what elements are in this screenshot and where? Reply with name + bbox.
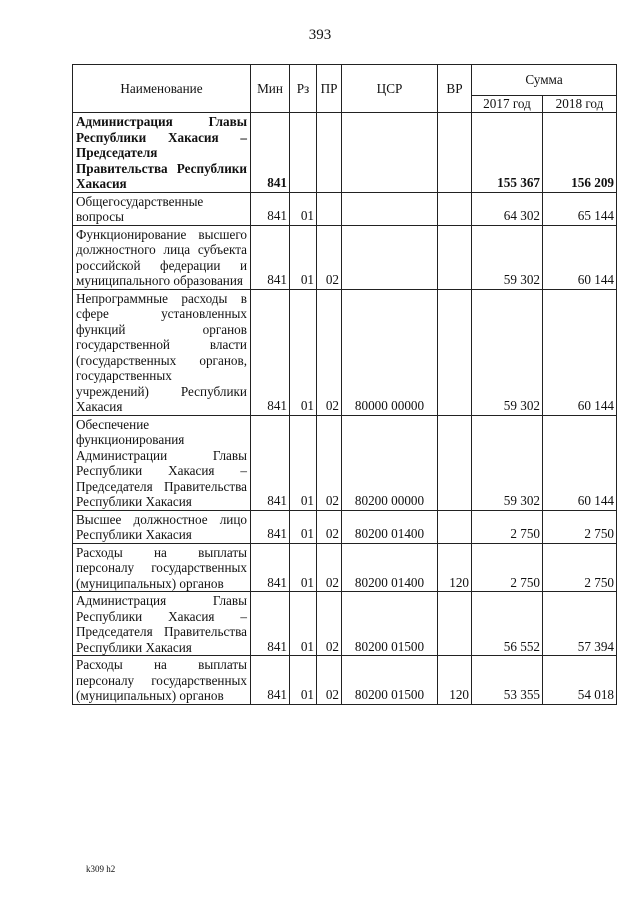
page-number: 393 — [308, 27, 332, 43]
cell-csr — [342, 225, 438, 289]
cell-y2017: 64 302 — [472, 192, 543, 225]
cell-y2018: 2 750 — [543, 543, 617, 592]
cell-min: 841 — [251, 415, 290, 510]
cell-y2018: 156 209 — [543, 113, 617, 193]
header-year-2017: 2017 год — [472, 96, 543, 113]
cell-min: 841 — [251, 543, 290, 592]
cell-vr — [438, 415, 472, 510]
cell-pr: 02 — [317, 656, 342, 705]
table-row — [73, 656, 617, 705]
cell-pr: 02 — [317, 289, 342, 415]
cell-pr: 02 — [317, 510, 342, 543]
cell-y2017: 59 302 — [472, 289, 543, 415]
cell-rz — [290, 113, 317, 193]
cell-y2017: 53 355 — [472, 656, 543, 705]
cell-y2017: 56 552 — [472, 592, 543, 656]
cell-rz: 01 — [290, 192, 317, 225]
cell-pr: 02 — [317, 415, 342, 510]
cell-pr: 02 — [317, 543, 342, 592]
table-row — [73, 592, 617, 656]
cell-pr: 02 — [317, 225, 342, 289]
cell-vr — [438, 192, 472, 225]
footer-code: k309 h2 — [86, 864, 116, 874]
cell-y2017: 59 302 — [472, 225, 543, 289]
cell-min: 841 — [251, 113, 290, 193]
cell-pr: 02 — [317, 592, 342, 656]
cell-name: Высшее должностное лицо Республики Хакасия — [73, 510, 251, 543]
cell-y2018: 57 394 — [543, 592, 617, 656]
header-year-2018: 2018 год — [543, 96, 617, 113]
table-row — [73, 415, 617, 510]
cell-name: Функционирование высшего должностного лица субъекта российской федерации и муниципального образования — [73, 225, 251, 289]
cell-rz: 01 — [290, 592, 317, 656]
cell-name: Обеспечение функционирования Администрации Главы Республики Хакасия – Председателя Правительства Республики Хакасия — [73, 415, 251, 510]
cell-y2017: 155 367 — [472, 113, 543, 193]
cell-csr — [342, 192, 438, 225]
cell-csr — [342, 113, 438, 193]
cell-y2018: 65 144 — [543, 192, 617, 225]
cell-vr — [438, 225, 472, 289]
cell-min: 841 — [251, 289, 290, 415]
cell-min: 841 — [251, 192, 290, 225]
cell-name: Расходы на выплаты персоналу государственных (муниципальных) органов — [73, 656, 251, 705]
cell-csr: 80200 01400 — [342, 510, 438, 543]
cell-y2018: 2 750 — [543, 510, 617, 543]
table-row — [73, 225, 617, 289]
table-row — [73, 289, 617, 415]
cell-vr: 120 — [438, 543, 472, 592]
cell-pr — [317, 113, 342, 193]
header-name: Наименование — [73, 65, 251, 113]
header-min: Мин — [251, 65, 290, 113]
header-pr: ПР — [317, 65, 342, 113]
cell-min: 841 — [251, 225, 290, 289]
cell-rz: 01 — [290, 415, 317, 510]
cell-min: 841 — [251, 510, 290, 543]
cell-min: 841 — [251, 592, 290, 656]
cell-name: Непрограммные расходы в сфере установленных функций органов государственной власти (государственных органов, государственных учреждений) Республики Хакасия — [73, 289, 251, 415]
table-row — [73, 543, 617, 592]
cell-csr: 80200 01500 — [342, 656, 438, 705]
cell-rz: 01 — [290, 656, 317, 705]
cell-name: Администрация Главы Республики Хакасия – Председателя Правительства Республики Хакасия — [73, 113, 251, 193]
cell-pr — [317, 192, 342, 225]
cell-name: Общегосударственные вопросы — [73, 192, 251, 225]
cell-y2018: 60 144 — [543, 225, 617, 289]
header-csr: ЦСР — [342, 65, 438, 113]
table-body — [73, 113, 617, 705]
table-row — [73, 192, 617, 225]
cell-y2018: 54 018 — [543, 656, 617, 705]
header-rz: Рз — [290, 65, 317, 113]
cell-y2018: 60 144 — [543, 289, 617, 415]
cell-y2017: 2 750 — [472, 543, 543, 592]
cell-vr — [438, 510, 472, 543]
cell-y2017: 59 302 — [472, 415, 543, 510]
table-row — [73, 113, 617, 193]
cell-rz: 01 — [290, 225, 317, 289]
cell-vr: 120 — [438, 656, 472, 705]
cell-rz: 01 — [290, 510, 317, 543]
cell-csr: 80200 01500 — [342, 592, 438, 656]
cell-vr — [438, 113, 472, 193]
cell-rz: 01 — [290, 543, 317, 592]
cell-y2018: 60 144 — [543, 415, 617, 510]
header-sum: Сумма — [472, 65, 617, 96]
header-vr: ВР — [438, 65, 472, 113]
cell-vr — [438, 592, 472, 656]
table-row — [73, 510, 617, 543]
cell-vr — [438, 289, 472, 415]
cell-min: 841 — [251, 656, 290, 705]
cell-rz: 01 — [290, 289, 317, 415]
cell-y2017: 2 750 — [472, 510, 543, 543]
cell-csr: 80200 00000 — [342, 415, 438, 510]
cell-name: Администрация Главы Республики Хакасия – Председателя Правительства Республики Хакасия — [73, 592, 251, 656]
budget-table — [72, 64, 617, 705]
cell-csr: 80200 01400 — [342, 543, 438, 592]
cell-csr: 80000 00000 — [342, 289, 438, 415]
cell-name: Расходы на выплаты персоналу государственных (муниципальных) органов — [73, 543, 251, 592]
